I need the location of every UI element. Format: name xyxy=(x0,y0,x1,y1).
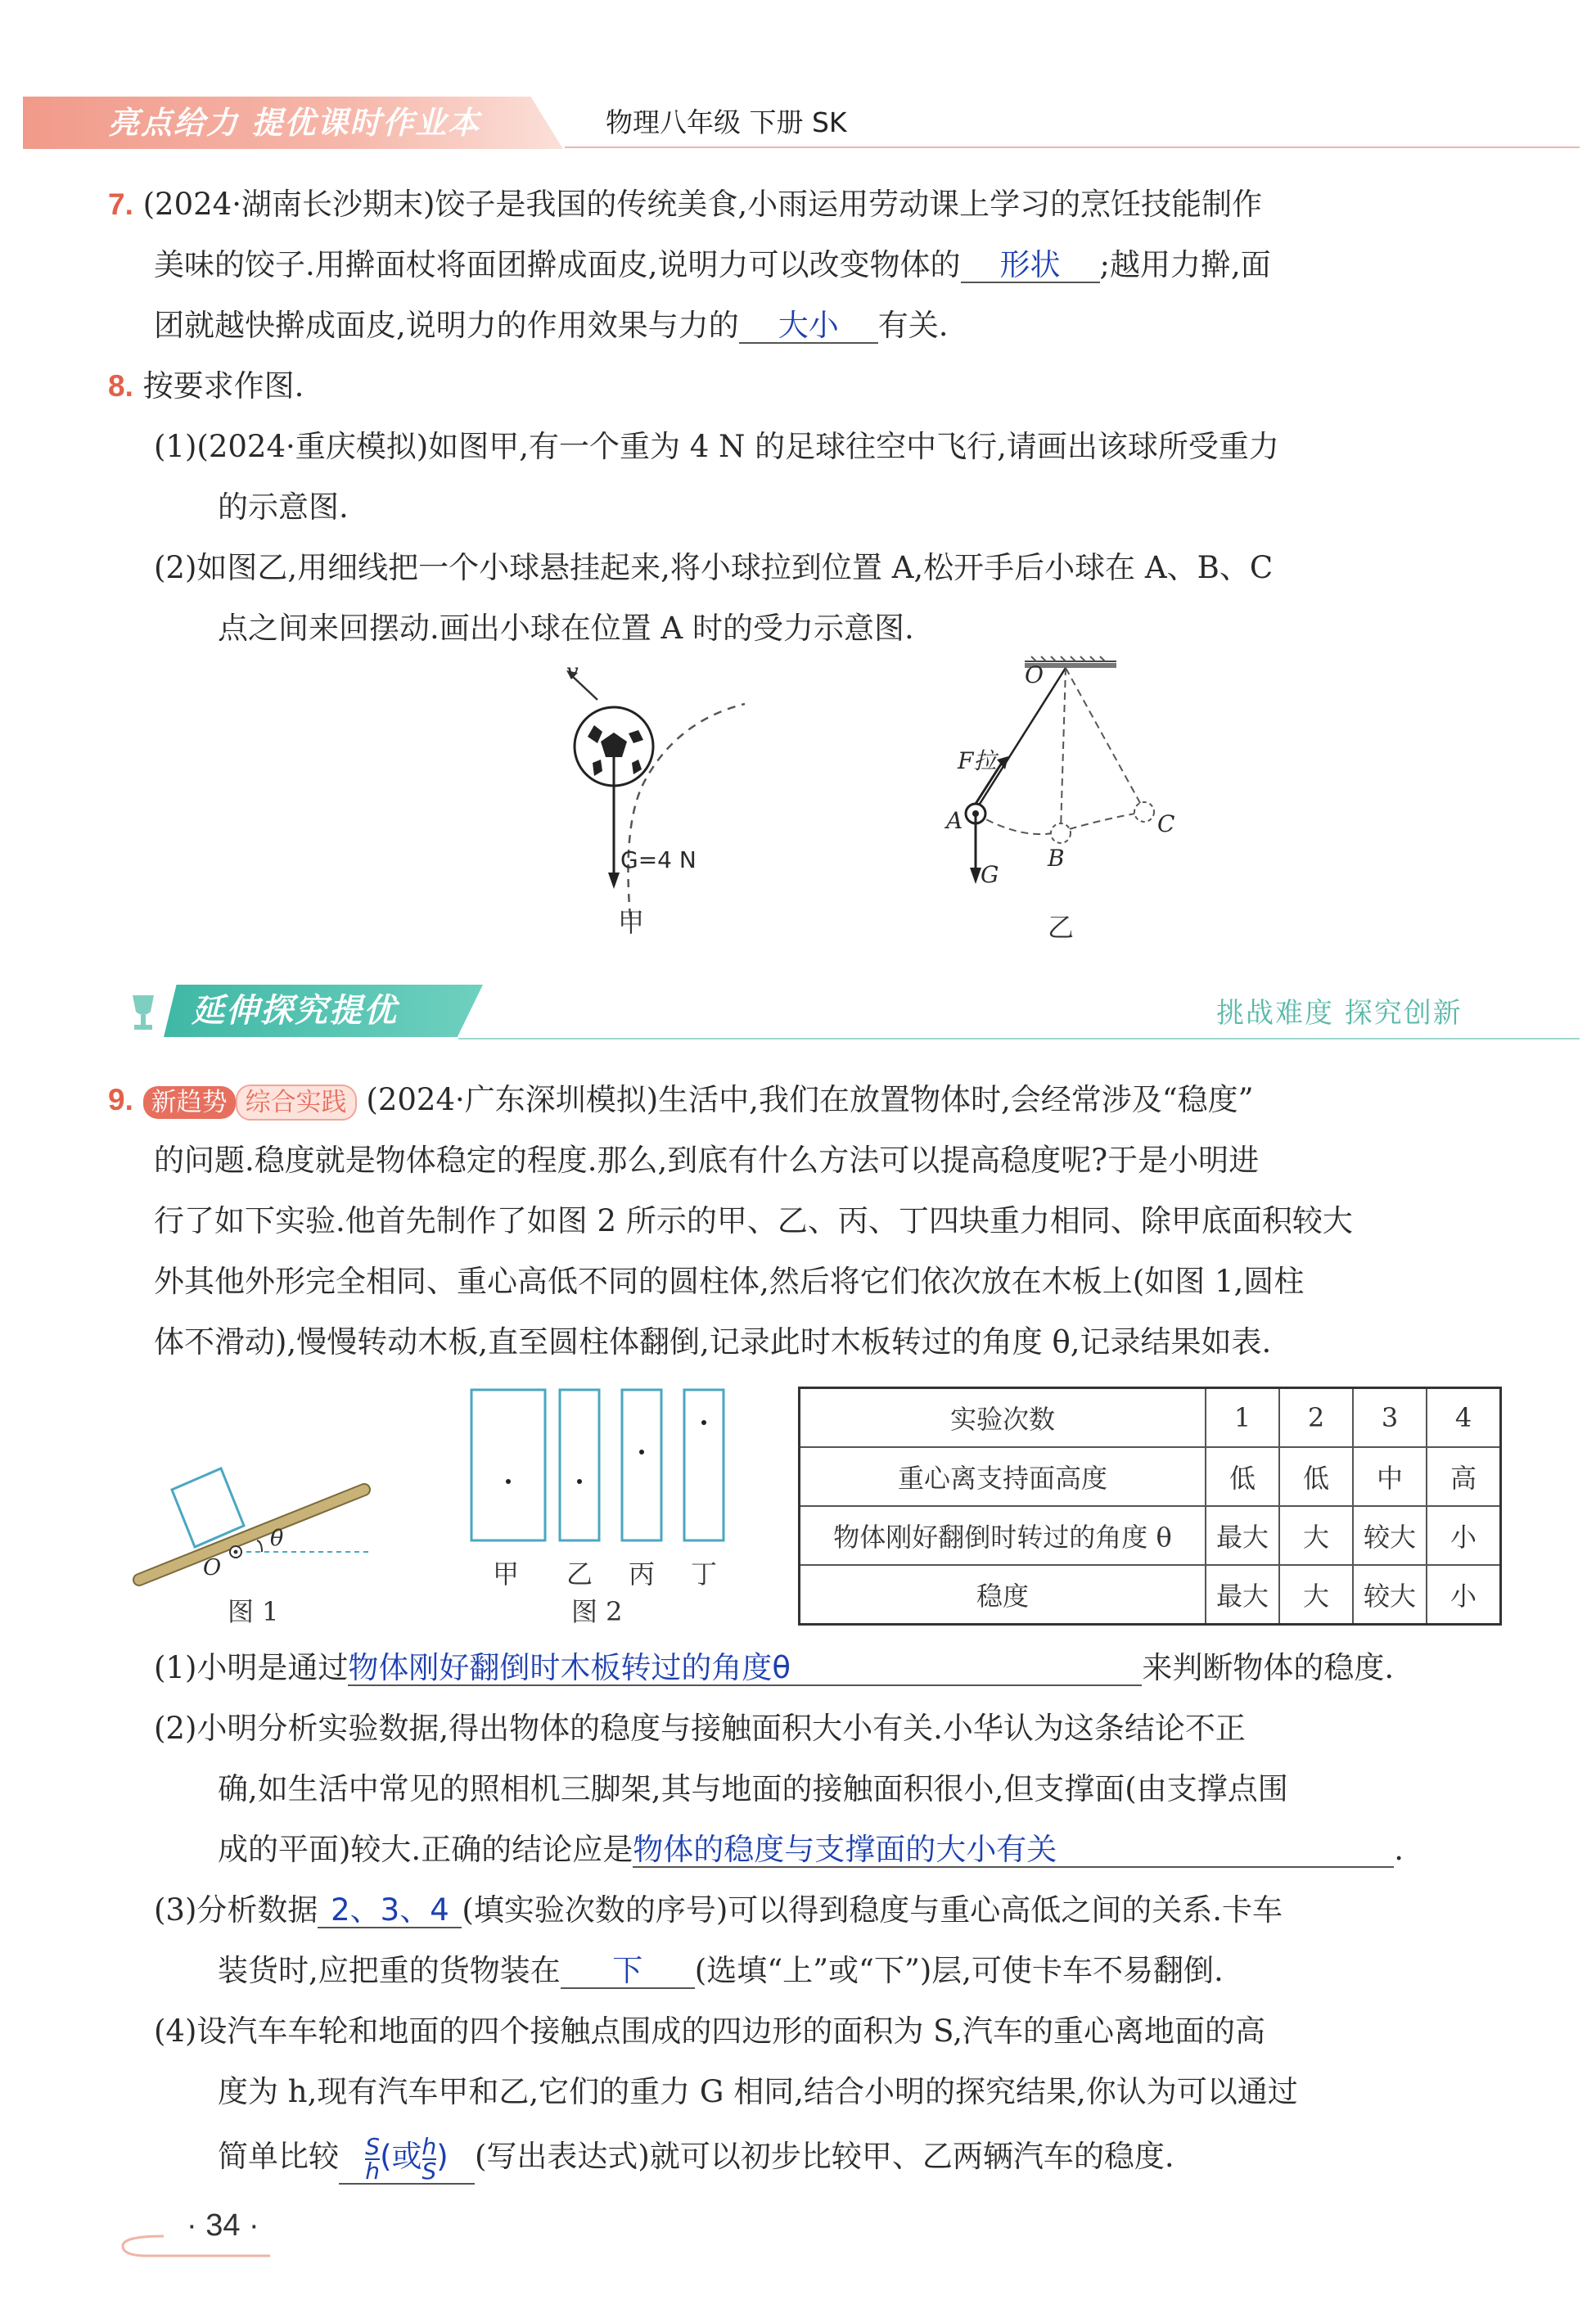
table-cell: 大 xyxy=(1279,1565,1353,1625)
table-row xyxy=(800,1565,1501,1625)
answer-blank: 物体的稳度与支撑面的大小有关 xyxy=(633,1832,1057,1867)
fraction-numerator: h xyxy=(422,2132,437,2160)
table-cell: 物体刚好翻倒时转过的角度 θ xyxy=(800,1506,1206,1565)
question-text: (1)小明是通过 xyxy=(154,1650,349,1685)
book-subject: 物理八年级 下册 SK xyxy=(606,106,847,138)
cylinder-label: 甲 xyxy=(493,1558,520,1590)
book-title: 亮点给力 提优课时作业本 xyxy=(108,105,481,141)
table-cell: 最大 xyxy=(1206,1506,1279,1565)
table-row xyxy=(800,1506,1501,1565)
table-cell: 重心离支持面高度 xyxy=(800,1447,1206,1506)
page-number: · 34 · xyxy=(187,2208,259,2243)
question-text: . xyxy=(1394,1832,1404,1867)
gravity-label: G=4 N xyxy=(620,846,697,873)
table-cell: 较大 xyxy=(1353,1565,1427,1625)
question-text: (选填“上”或“下”)层,可使卡车不易翻倒. xyxy=(694,1953,1224,1988)
table-cell: 2 xyxy=(1279,1388,1353,1448)
figure-pendulum xyxy=(900,655,1195,917)
fraction-denominator: h xyxy=(365,2157,381,2185)
gravity-g-label: G xyxy=(981,861,999,888)
question-number: 8. xyxy=(108,369,133,403)
question-number: 9. xyxy=(108,1083,133,1116)
question-text: (2024·湖南长沙期末)饺子是我国的传统美食,小雨运用劳动课上学习的烹饪技能制作 xyxy=(142,187,1263,222)
trophy-icon xyxy=(123,987,164,1036)
table-cell: 大 xyxy=(1279,1506,1353,1565)
question-text: 成的平面)较大.正确的结论应是 xyxy=(218,1832,633,1867)
table-cell: 1 xyxy=(1206,1388,1279,1448)
table-cell: 稳度 xyxy=(800,1565,1206,1625)
angle-label: θ xyxy=(270,1526,284,1551)
question-text: 装货时,应把重的货物装在 xyxy=(218,1953,561,1988)
question-text: (2024·广东深圳模拟)生活中,我们在放置物体时,会经常涉及“稳度” xyxy=(366,1082,1254,1117)
answer-text: (或 xyxy=(380,2139,422,2174)
answer-blank: 2、3、4 xyxy=(331,1892,449,1928)
answer-blank xyxy=(339,2132,475,2185)
cylinder-label: 丙 xyxy=(629,1558,656,1590)
question-text: 按要求作图. xyxy=(142,368,304,404)
fraction-numerator: S xyxy=(365,2132,381,2160)
section-tag: 挑战难度 探究创新 xyxy=(1216,997,1463,1030)
figure-caption: 图 2 xyxy=(571,1596,623,1627)
point-c-label: C xyxy=(1157,810,1175,837)
table-cell: 3 xyxy=(1353,1388,1427,1448)
question-text: 美味的饺子.用擀面杖将面团擀成面皮,说明力可以改变物体的 xyxy=(154,247,961,282)
question-text: ;越用力擀,面 xyxy=(1099,247,1271,282)
table-row xyxy=(800,1447,1501,1506)
question-text: 的示意图. xyxy=(218,489,349,525)
question-text: 的问题.稳度就是物体稳定的程度.那么,到底有什么方法可以提高稳度呢?于是小明进 xyxy=(154,1143,1260,1178)
question-text: (2)如图乙,用细线把一个小球悬挂起来,将小球拉到位置 A,松开手后小球在 A、B、C xyxy=(154,550,1274,585)
figure-cylinders xyxy=(463,1387,733,1550)
fraction-denominator: S xyxy=(422,2157,437,2185)
question-text: 简单比较 xyxy=(218,2139,339,2174)
table-row xyxy=(800,1388,1501,1448)
table-cell: 高 xyxy=(1427,1447,1501,1506)
practice-badge: 综合实践 xyxy=(236,1085,357,1121)
answer-blank: 物体刚好翻倒时木板转过的角度θ xyxy=(348,1650,791,1685)
velocity-label: v xyxy=(566,660,579,684)
point-a-label: A xyxy=(946,807,963,834)
question-text: (写出表达式)就可以初步比较甲、乙两辆汽车的稳度. xyxy=(475,2139,1174,2174)
question-text: 外其他外形完全相同、重心高低不同的圆柱体,然后将它们依次放在木板上(如图 1,圆柱 xyxy=(154,1264,1305,1299)
pivot-label: O xyxy=(203,1555,222,1581)
question-text: 来判断物体的稳度. xyxy=(1142,1650,1395,1685)
table-cell: 中 xyxy=(1353,1447,1427,1506)
question-text: 有关. xyxy=(877,308,949,343)
trend-badge: 新趋势 xyxy=(143,1086,236,1119)
tension-label: F拉 xyxy=(958,747,997,774)
point-b-label: B xyxy=(1048,845,1065,872)
point-o-label: O xyxy=(1025,661,1044,688)
question-number: 7. xyxy=(108,187,133,221)
question-text: (4)设汽车车轮和地面的四个接触点围成的四边形的面积为 S,汽车的重心离地面的高 xyxy=(154,2014,1265,2049)
question-text: 点之间来回摆动.画出小球在位置 A 时的受力示意图. xyxy=(218,611,914,646)
figure-caption: 乙 xyxy=(1048,912,1075,943)
table-cell: 实验次数 xyxy=(800,1388,1206,1448)
question-text: (1)(2024·重庆模拟)如图甲,有一个重为 4 N 的足球往空中飞行,请画出该球所受重力 xyxy=(154,429,1279,464)
question-text: 行了如下实验.他首先制作了如图 2 所示的甲、乙、丙、丁四块重力相同、除甲底面积较大 xyxy=(154,1203,1353,1238)
section-title: 延伸探究提优 xyxy=(192,992,398,1030)
table-cell: 小 xyxy=(1427,1506,1501,1565)
figure-caption: 甲 xyxy=(618,907,645,938)
results-table xyxy=(798,1387,1502,1626)
figure-tilted-board xyxy=(131,1441,376,1604)
answer-blank: 下 xyxy=(612,1953,643,1988)
table-cell: 低 xyxy=(1279,1447,1353,1506)
answer-text: ) xyxy=(436,2139,449,2174)
question-text: 度为 h,现有汽车甲和乙,它们的重力 G 相同,结合小明的探究结果,你认为可以通过 xyxy=(218,2074,1298,2109)
cylinder-label: 丁 xyxy=(691,1558,718,1590)
question-text: (3)分析数据 xyxy=(154,1892,318,1928)
question-text: (2)小明分析实验数据,得出物体的稳度与接触面积大小有关.小华认为这条结论不正 xyxy=(154,1711,1246,1746)
cylinder-label: 乙 xyxy=(566,1558,593,1590)
question-text: (填实验次数的序号)可以得到稳度与重心高低之间的关系.卡车 xyxy=(462,1892,1283,1928)
question-text: 确,如生活中常见的照相机三脚架,其与地面的接触面积很小,但支撑面(由支撑点围 xyxy=(218,1771,1288,1806)
figure-football xyxy=(524,655,786,925)
table-cell: 4 xyxy=(1427,1388,1501,1448)
table-cell: 最大 xyxy=(1206,1565,1279,1625)
question-text: 体不滑动),慢慢转动木板,直至圆柱体翻倒,记录此时木板转过的角度 θ,记录结果如表. xyxy=(154,1324,1272,1360)
header-divider xyxy=(565,147,1580,148)
answer-blank: 形状 xyxy=(999,247,1061,282)
section-divider xyxy=(458,1038,1580,1040)
answer-blank: 大小 xyxy=(778,308,839,343)
figure-caption: 图 1 xyxy=(228,1596,279,1627)
table-cell: 小 xyxy=(1427,1565,1501,1625)
table-cell: 低 xyxy=(1206,1447,1279,1506)
question-text: 团就越快擀成面皮,说明力的作用效果与力的 xyxy=(154,308,739,343)
table-cell: 较大 xyxy=(1353,1506,1427,1565)
